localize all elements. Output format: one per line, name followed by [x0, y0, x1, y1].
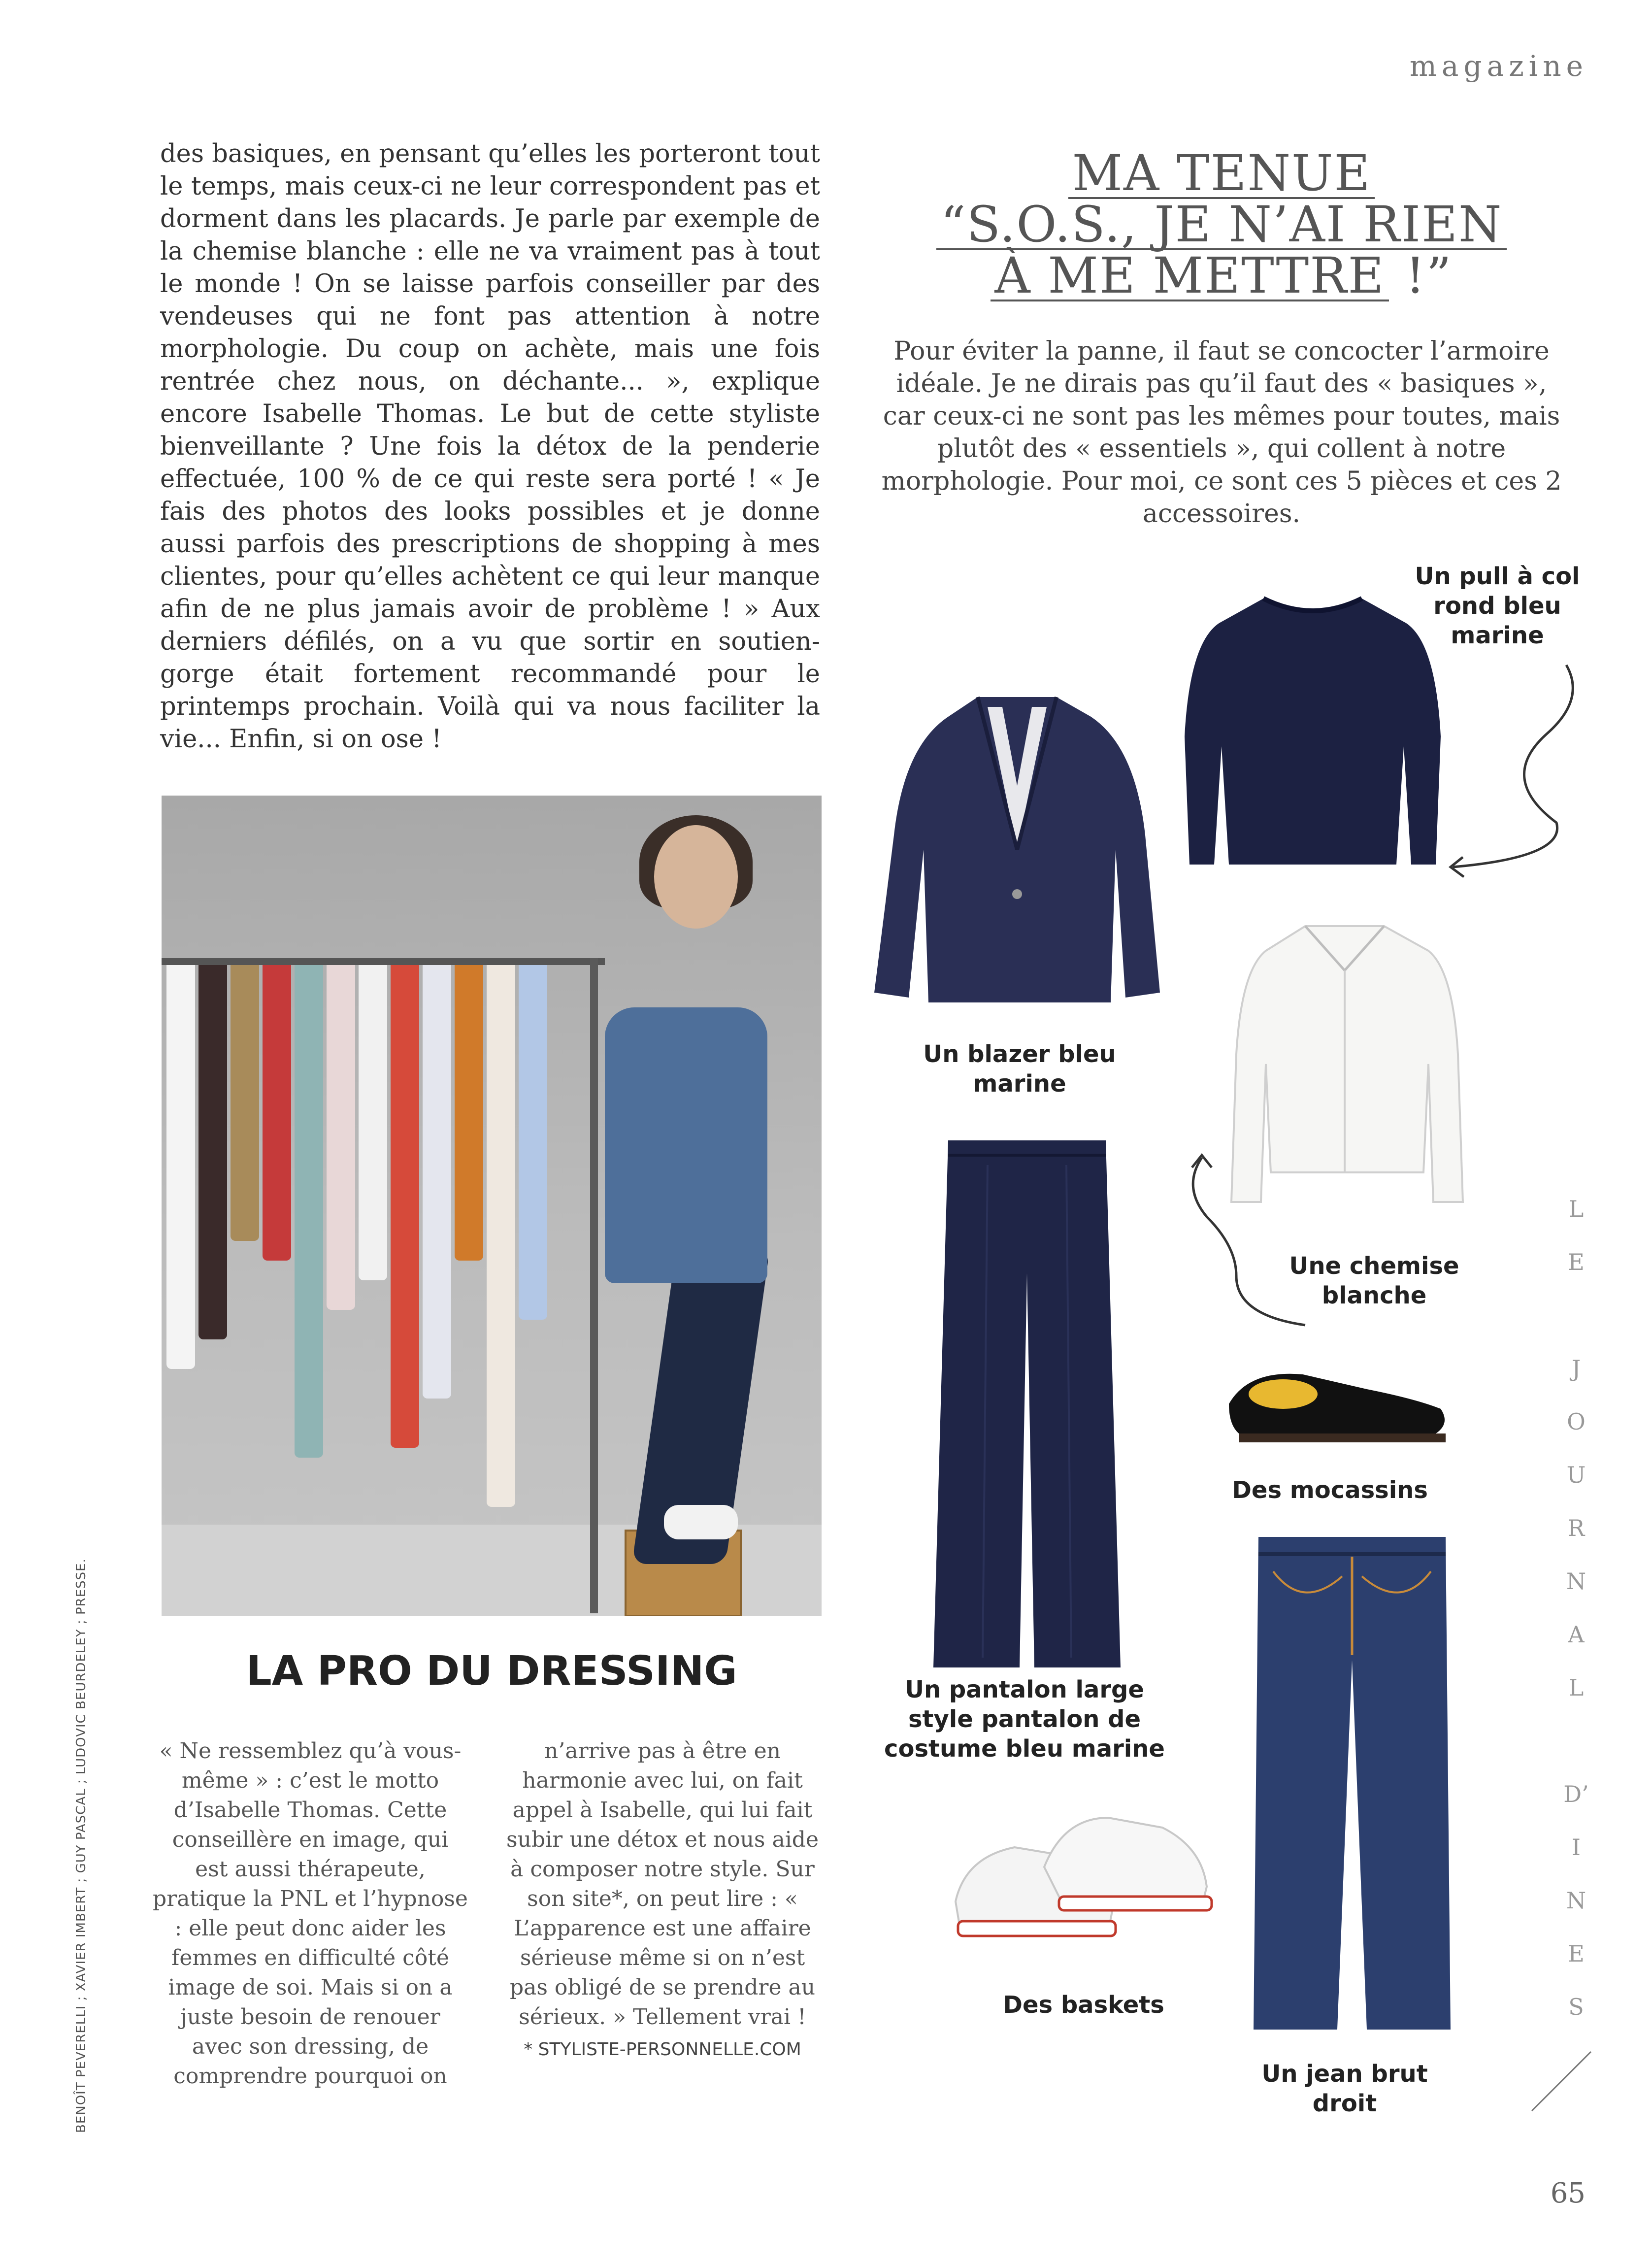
box-column-2-text: n’arrive pas à être en harmonie avec lui, on fait appel à Isabelle, qui lui fait subir une détox et nous aide à composer notre style. Sur son site*, on peut lire : « L’apparence est une affaire sérieuse même si on n’est pas obligé de se prendre au sérieux. » Tellement vrai !	[506, 1738, 819, 2030]
headline-line-2: “S.O.S., JE N’AI RIEN	[936, 201, 1506, 250]
vertical-letter: E	[1568, 1249, 1585, 1275]
hanging-garment	[423, 965, 451, 1399]
label-mocassins: Des mocassins	[1232, 1476, 1428, 1504]
label-baskets: Des baskets	[1003, 1991, 1164, 2019]
headline-line-3: À ME METTRE	[991, 252, 1388, 301]
clothing-rack	[162, 958, 605, 965]
vertical-letter: S	[1568, 1994, 1584, 2020]
hanging-garment	[359, 965, 387, 1280]
label-jean: Un jean brut droit	[1261, 2060, 1428, 2117]
hanging-garment	[263, 965, 291, 1261]
label-pantalon: Un pantalon large style pantalon de costume bleu marine	[884, 1676, 1165, 1763]
box-column-1	[153, 1736, 468, 2091]
vertical-letter: L	[1568, 1196, 1584, 1222]
article-headline	[882, 144, 1561, 304]
photo-credits: BENOÎT PEVERELLI ; XAVIER IMBERT ; GUY PASCAL ; LUDOVIC BEURDELEY ; PRESSE.	[74, 1558, 89, 2133]
hanging-garment	[455, 965, 483, 1261]
label-pull: Un pull à col rond bleu marine	[1415, 563, 1580, 649]
arrow-chemise	[1177, 1148, 1310, 1335]
vertical-letter: O	[1567, 1408, 1586, 1435]
vertical-letter: N	[1566, 1568, 1586, 1595]
vertical-letter: E	[1568, 1940, 1585, 1967]
person-denim-jacket	[605, 1007, 767, 1283]
vertical-letter: L	[1568, 1674, 1584, 1701]
baskets-image	[946, 1808, 1222, 1966]
person-face	[654, 825, 738, 929]
portrait-photo	[162, 796, 822, 1616]
hanging-garment	[198, 965, 227, 1339]
vertical-letter: I	[1571, 1834, 1581, 1861]
section-tag: magazine	[1409, 49, 1588, 83]
vertical-letter: A	[1568, 1621, 1585, 1648]
label-blazer: Un blazer bleu marine	[923, 1040, 1116, 1098]
mocassins-image	[1219, 1360, 1455, 1453]
box-title: LA PRO DU DRESSING	[246, 1648, 737, 1695]
headline-line-3-end: !”	[1388, 247, 1453, 304]
clothing-rack-pole	[590, 958, 598, 1613]
jean-image	[1244, 1532, 1460, 2039]
vertical-letter: R	[1567, 1515, 1585, 1541]
box-footnote: * STYLISTE-PERSONNELLE.COM	[524, 2039, 801, 2060]
vertical-letter: U	[1566, 1462, 1586, 1488]
decorative-slash	[1527, 2049, 1596, 2113]
hanging-garment	[391, 965, 419, 1448]
arrow-pull	[1409, 660, 1586, 887]
box-column-2	[505, 1736, 820, 2065]
vertical-letter	[1561, 1714, 1591, 1767]
pantalon-image	[928, 1135, 1125, 1677]
vertical-letter: J	[1571, 1355, 1581, 1382]
hanging-garment	[327, 965, 355, 1310]
pull-image	[1180, 589, 1446, 894]
vertical-title	[1561, 1182, 1591, 2033]
box-column-1-text: « Ne ressemblez qu’à vous-même » : c’est le motto d’Isabelle Thomas. Cette conseillère en image, qui est aussi thérapeute, pratique la PNL et l’hypnose : elle peut donc aider les femmes en difficulté côté image de soi. Mais si on a juste besoin de renouer avec son dressing, de comprendre pourquoi on	[153, 1738, 468, 2089]
vertical-letter	[1561, 1289, 1591, 1342]
vertical-letter: D’	[1563, 1781, 1589, 1807]
person-sneaker	[664, 1505, 738, 1539]
blazer-image	[869, 687, 1165, 1007]
hanging-garment	[166, 965, 195, 1369]
lead-text: Pour éviter la panne, il faut se concocter l’armoire idéale. Je ne dirais pas qu’il faut des « basiques », car ceux-ci ne sont pas les mêmes pour toutes, mais plutôt des « essentiels », qui collent à notre morphologie. Pour moi, ce sont ces 5 pièces et ces 2 accessoires.	[881, 336, 1562, 529]
hanging-garment	[519, 965, 547, 1320]
page-number: 65	[1550, 2177, 1586, 2209]
label-chemise: Une chemise blanche	[1289, 1252, 1459, 1309]
vertical-letter: N	[1566, 1887, 1586, 1914]
lead-paragraph	[877, 335, 1566, 530]
hanging-garment	[295, 965, 323, 1458]
intro-paragraph: des basiques, en pensant qu’elles les porteront tout le temps, mais ceux-ci ne leur correspondent pas et dorment dans les placards. Je parle par exemple de la chemise blanche : elle ne va vraiment pas à tout le monde ! On se laisse parfois conseiller par des vendeuses qui ne font pas attention à notre morphologie. Du coup on achète, mais une fois rentrée chez nous, on déchante... », explique encore Isabelle Thomas. Le but de cette styliste bienveillante ? Une fois la détox de la penderie effectuée, 100 % de ce qui reste sera porté ! « Je fais des photos des looks possibles et je donne aussi parfois des prescriptions de shopping à mes clientes, pour qu’elles achètent ce qui leur manque afin de ne plus jamais avoir de problème ! » Aux derniers défilés, on a vu que sortir en soutien-gorge était fortement recommandé pour le printemps prochain. Voilà qui va nous faciliter la vie... Enfin, si on ose !	[160, 139, 820, 754]
hanging-garment	[231, 965, 259, 1241]
headline-line-1: MA TENUE	[1068, 150, 1375, 199]
hanging-garment	[487, 965, 515, 1507]
